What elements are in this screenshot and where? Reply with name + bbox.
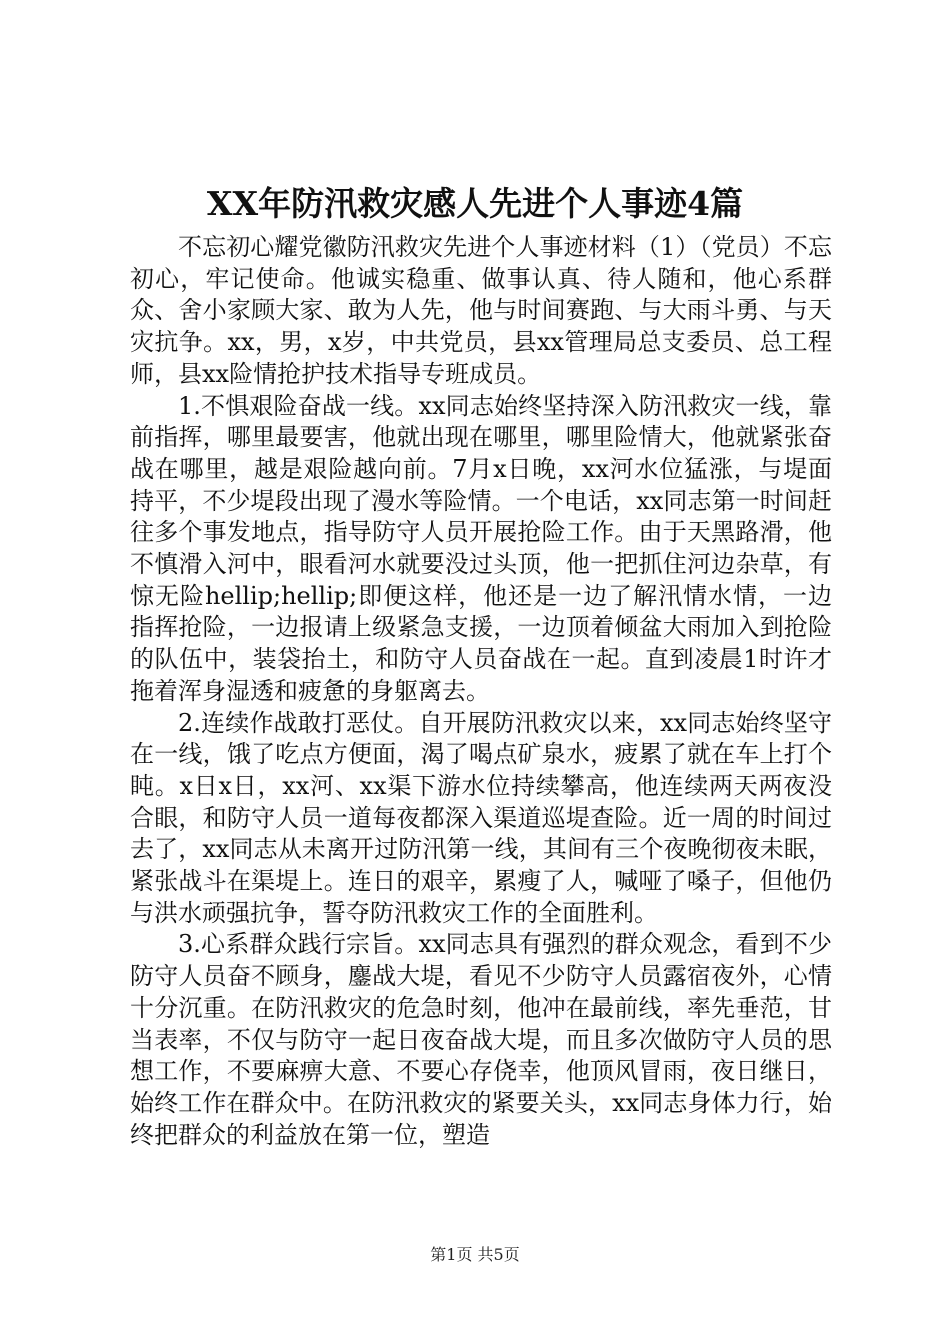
page-footer: 第1页 共5页 [430,1245,520,1264]
document-title: XX年防汛救灾感人先进个人事迹4篇 [206,184,744,223]
paragraph-section-3: 3.心系群众践行宗旨。xx同志具有强烈的群众观念，看到不少防守人员奋不顾身，鏖战大堤，看见不少防守人员露宿夜外，心情十分沉重。在防汛救灾的危急时刻，他冲在最前线，率先垂范，甘当表率，不仅与防守一起日夜奋战大堤，而且多次做防守人员的思想工作，不要麻痹大意、不要心存侥幸，他顶风冒雨，夜日继日，始终工作在群众中。在防汛救灾的紧要关头，xx同志身体力行，始终把群众的利益放在第一位，塑造 [130,930,832,1149]
paragraph-section-1: 1.不惧艰险奋战一线。xx同志始终坚持深入防汛救灾一线，靠前指挥，哪里最要害，他就出现在哪里，哪里险情大，他就紧张奋战在哪里，越是艰险越向前。7月x日晚，xx河水位猛涨，与堤面持平，不少堤段出现了漫水等险情。一个电话，xx同志第一时间赶往多个事发地点，指导防守人员开展抢险工作。由于天黑路滑，他不慎滑入河中，眼看河水就要没过头顶，他一把抓住河边杂草，有惊无险hellip;hellip;即便这样，他还是一边了解汛情水情，一边指挥抢险，一边报请上级紧急支援，一边顶着倾盆大雨加入到抢险的队伍中，装袋抬土，和防守人员奋战在一起。直到凌晨1时许才拖着浑身湿透和疲惫的身躯离去。 [130,391,832,705]
document-body [130,232,832,1151]
paragraph-intro: 不忘初心耀党徽防汛救灾先进个人事迹材料（1）（党员）不忘初心，牢记使命。他诚实稳重、做事认真、待人随和，他心系群众、舍小家顾大家、敢为人先，他与时间赛跑、与大雨斗勇、与天灾抗争。xx，男，x岁，中共党员，县xx管理局总支委员、总工程师，县xx险情抢护技术指导专班成员。 [130,233,832,388]
paragraph-section-2: 2.连续作战敢打恶仗。自开展防汛救灾以来，xx同志始终坚守在一线，饿了吃点方便面，渴了喝点矿泉水，疲累了就在车上打个盹。x日x日，xx河、xx渠下游水位持续攀高，他连续两天两夜没合眼，和防守人员一道每夜都深入渠道巡堤查险。近一周的时间过去了，xx同志从未离开过防汛第一线，其间有三个夜晚彻夜未眠，紧张战斗在渠堤上。连日的艰辛，累瘦了人，喊哑了嗓子，但他仍与洪水顽强抗争，誓夺防汛救灾工作的全面胜利。 [130,708,832,927]
